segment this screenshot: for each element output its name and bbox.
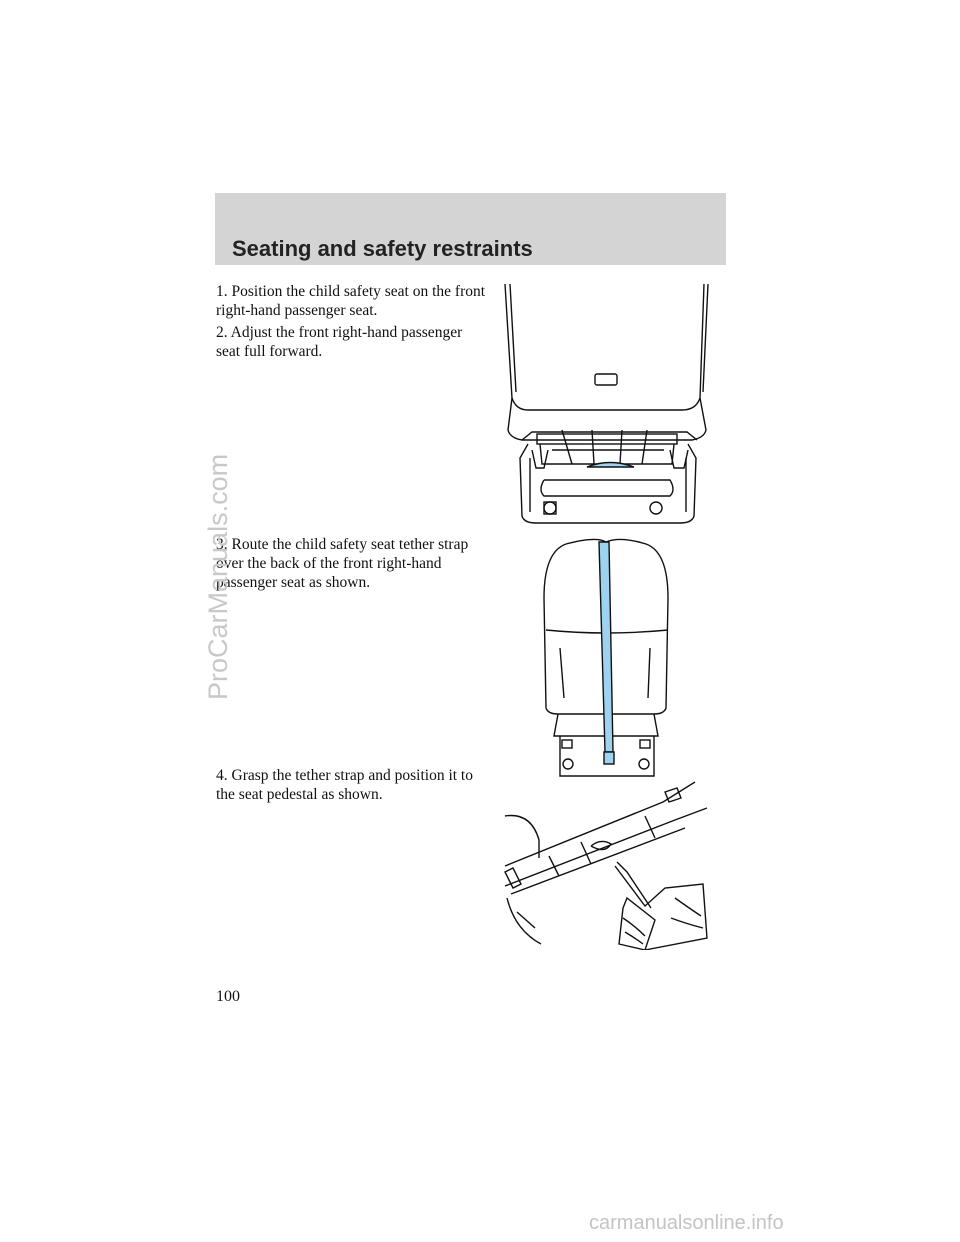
step-4-text: 4. Grasp the tether strap and position it to the seat pedestal as shown. [216,767,473,803]
page-title: Seating and safety restraints [232,236,533,261]
side-watermark: ProCarManuals.com [203,453,233,700]
tether-over-seatback-illustration [536,538,676,778]
page-number: 100 [216,988,240,1005]
tether-to-pedestal-illustration [495,768,715,950]
step-2-text: 2. Adjust the front right-hand passenger seat full forward. [216,324,463,360]
step-3-text: 3. Route the child safety seat tether strap over the back of the front right-hand passenger seat as shown. [216,536,469,591]
bottom-watermark: carmanualsonline.info [589,1212,784,1234]
seat-forward-illustration [492,280,718,525]
step-1-text: 1. Position the child safety seat on the front right-hand passenger seat. [216,283,486,319]
